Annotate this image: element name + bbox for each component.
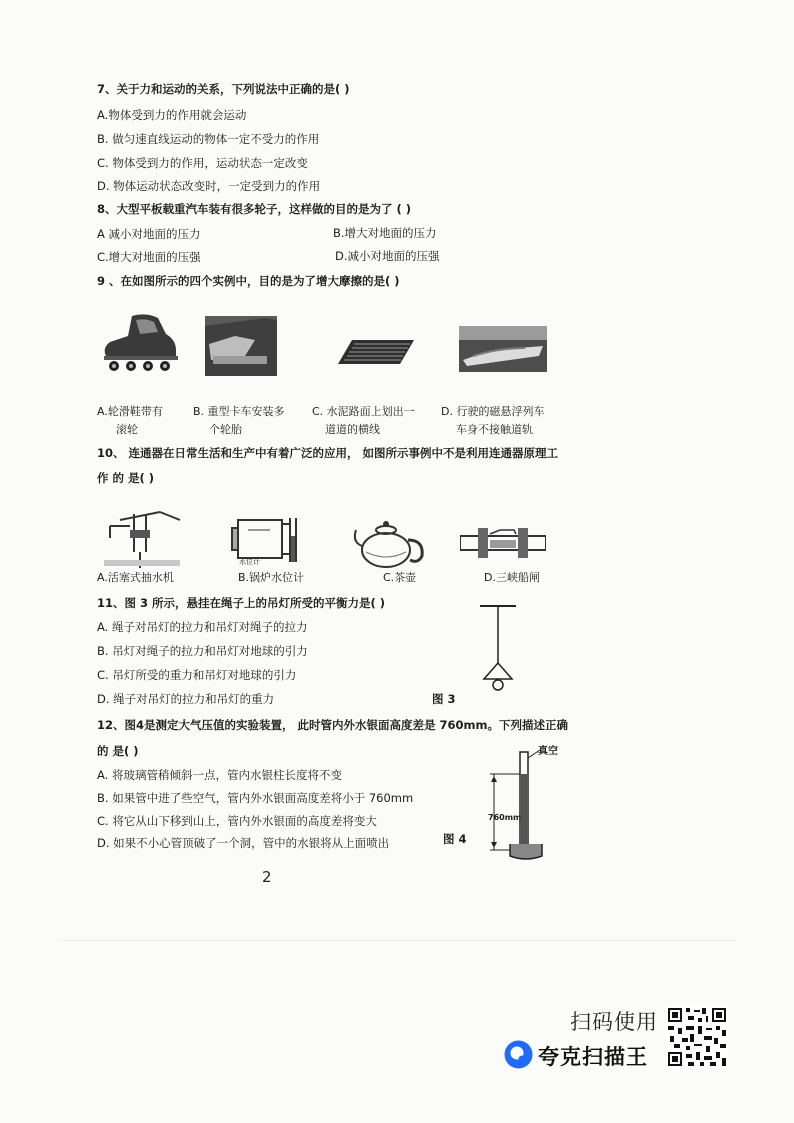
q7-option-c: C. 物体受到力的作用，运动状态一定改变 [97,156,308,170]
qr-code-icon[interactable] [666,1006,728,1068]
grooved-road-image [338,338,414,366]
teapot-image [350,516,430,570]
piston-pump-image [100,508,184,570]
q8-stem: 8、大型平板载重汽车装有很多轮子，这样做的目的是为了 ( ) [97,202,412,216]
q8-option-a: A 减小对地面的压力 [97,227,201,241]
q12-option-b: B. 如果管中进了些空气，管内外水银面高度差将小于 760mm [97,791,414,805]
q9-option-d-line2: 车身不接触道轨 [456,423,533,436]
q12-option-a: A. 将玻璃管稍倾斜一点，管内水银柱长度将不变 [97,768,342,782]
q10-option-a: A.活塞式抽水机 [97,571,174,584]
figure-4-caption: 图 4 [443,832,467,846]
q12-option-d: D. 如果不小心管顶破了一个洞，管中的水银将从上面喷出 [97,836,390,850]
q9-option-a-line2: 滚轮 [116,423,138,436]
q8-option-d: D.减小对地面的压强 [335,249,440,263]
q10-stem-line2: 作 的 是( ) [97,471,155,485]
height-760mm-label: 760mm [488,813,522,822]
q9-option-b-line1: B. 重型卡车安装多 [193,405,285,418]
q7-stem: 7、关于力和运动的关系，下列说法中正确的是( ) [97,82,350,96]
q9-option-c-line2: 道道的横线 [325,423,380,436]
q7-option-b: B. 做匀速直线运动的物体一定不受力的作用 [97,132,320,146]
q9-option-c-line1: C. 水泥路面上划出一 [312,405,415,418]
figure-3-caption: 图 3 [432,692,456,706]
q8-option-b: B.增大对地面的压力 [333,226,437,240]
q12-stem-line2: 的 是( ) [97,744,139,758]
q11-option-c: C. 吊灯所受的重力和吊灯对地球的引力 [97,668,297,682]
q11-option-b: B. 吊灯对绳子的拉力和吊灯对地球的引力 [97,644,308,658]
q11-option-a: A. 绳子对吊灯的拉力和吊灯对绳子的拉力 [97,620,308,634]
q9-option-d-line1: D. 行驶的磁悬浮列车 [441,405,545,418]
hanging-lamp-figure [476,603,520,693]
q9-stem: 9 、在如图所示的四个实例中，目的是为了增大摩擦的是( ) [97,274,400,288]
q12-option-c: C. 将它从山下移到山上，管内外水银面的高度差将变大 [97,814,377,828]
scan-to-use-text: 扫码使用 [570,1010,658,1034]
q7-option-d: D. 物体运动状态改变时，一定受到力的作用 [97,179,321,193]
q9-option-b-line2: 个轮胎 [209,423,242,436]
inline-skate-image [100,312,182,372]
q10-option-b: B.锅炉水位计 [238,571,305,584]
q10-option-c: C.茶壶 [383,571,417,584]
q9-option-a-line1: A.轮滑鞋带有 [97,405,163,418]
torricelli-tube-figure [486,744,554,862]
heavy-truck-image [205,316,277,376]
q10-option-d: D.三峡船闸 [484,571,540,584]
water-gauge-label: 水位计 [239,558,260,566]
vacuum-label: 真空 [538,746,558,757]
q12-stem-line1: 12、图4是测定大气压值的实验装置， 此时管内外水银面高度差是 760mm。下列描述正确 [97,718,568,732]
q11-stem: 11、图 3 所示，悬挂在绳子上的吊灯所受的平衡力是( ) [97,596,386,610]
q10-stem-line1: 10、 连通器在日常生活和生产中有着广泛的应用， 如图所示事例中不是利用连通器原理工 [97,446,559,460]
q11-option-d: D. 绳子对吊灯的拉力和吊灯的重力 [97,692,275,706]
q8-option-c: C.增大对地面的压强 [97,250,201,264]
quark-logo-icon [504,1040,533,1069]
maglev-train-image [459,326,547,372]
ship-lock-image [460,522,546,562]
page-number: 2 [262,868,272,886]
brand-name: 夸克扫描王 [538,1045,648,1069]
q7-option-a: A.物体受到力的作用就会运动 [97,108,247,122]
footer-divider [60,940,736,941]
